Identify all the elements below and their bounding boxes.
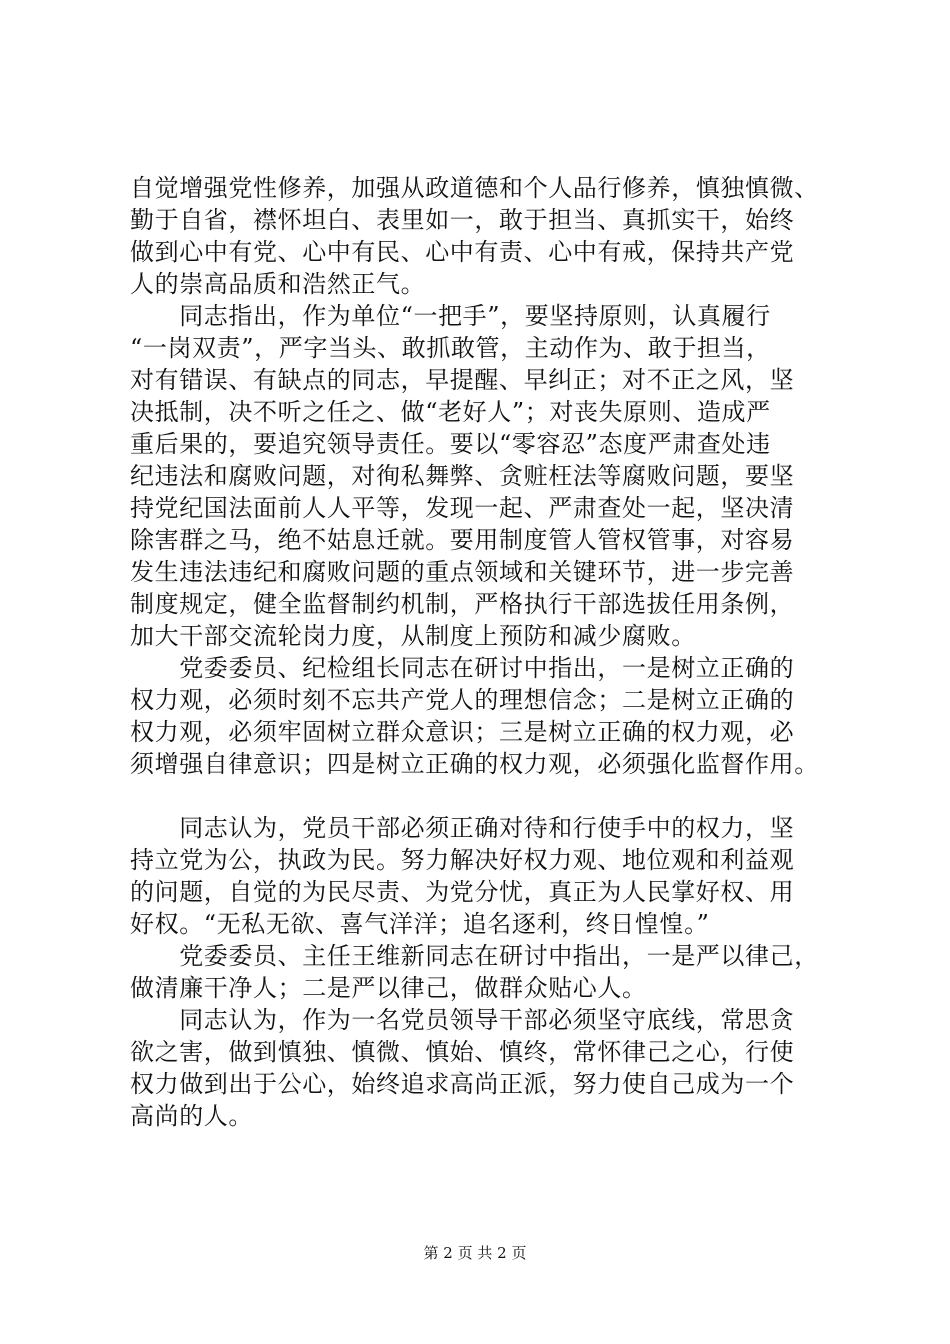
document-body bbox=[130, 172, 830, 1132]
text-line: 须增强自律意识；四是树立正确的权力观，必须强化监督作用。 bbox=[130, 750, 819, 778]
text-line: 人的崇高品质和浩然正气。 bbox=[130, 270, 426, 298]
text-line: 的问题，自觉的为民尽责、为党分忧，真正为人民掌好权、用 bbox=[130, 878, 795, 906]
text-line: 同志指出，作为单位“一把手”，要坚持原则，认真履行 bbox=[130, 302, 771, 330]
text-line: 制度规定，健全监督制约机制，严格执行干部选拔任用条例， bbox=[130, 590, 795, 618]
text-line: 对有错误、有缺点的同志，早提醒、早纠正；对不正之风，坚 bbox=[130, 366, 795, 394]
text-line: 党委委员、纪检组长同志在研讨中指出，一是树立正确的 bbox=[130, 654, 795, 682]
text-line: 权力做到出于公心，始终追求高尚正派，努力使自己成为一个 bbox=[130, 1070, 795, 1098]
text-line: 勤于自省，襟怀坦白、表里如一，敢于担当、真抓实干，始终 bbox=[130, 206, 795, 234]
text-line: 高尚的人。 bbox=[130, 1102, 253, 1130]
text-line: 做清廉干净人；二是严以律己，做群众贴心人。 bbox=[130, 974, 647, 1002]
text-line: 同志认为，党员干部必须正确对待和行使手中的权力，坚 bbox=[130, 814, 795, 842]
text-line: 决抵制，决不听之任之、做“老好人”；对丧失原则、造成严 bbox=[130, 398, 771, 426]
text-line: 好权。“无私无欲、喜气洋洋；追名逐利，终日惶惶。” bbox=[130, 910, 710, 938]
blank-line bbox=[130, 780, 830, 812]
text-line: 加大干部交流轮岗力度，从制度上预防和减少腐败。 bbox=[130, 622, 696, 650]
text-line: 持党纪国法面前人人平等，发现一起、严肃查处一起，坚决清 bbox=[130, 494, 795, 522]
text-line: 做到心中有党、心中有民、心中有责、心中有戒，保持共产党 bbox=[130, 238, 795, 266]
text-line: 党委委员、主任王维新同志在研讨中指出，一是严以律己， bbox=[130, 942, 819, 970]
text-line: 同志认为，作为一名党员领导干部必须坚守底线，常思贪 bbox=[130, 1006, 795, 1034]
text-line: 除害群之马，绝不姑息迁就。要用制度管人管权管事，对容易 bbox=[130, 526, 795, 554]
text-line: “一岗双责”，严字当头、敢抓敢管，主动作为、敢于担当， bbox=[130, 334, 771, 362]
text-line: 持立党为公，执政为民。努力解决好权力观、地位观和利益观 bbox=[130, 846, 795, 874]
text-line: 纪违法和腐败问题，对徇私舞弊、贪赃枉法等腐败问题，要坚 bbox=[130, 462, 795, 490]
text-line: 权力观，必须时刻不忘共产党人的理想信念；二是树立正确的 bbox=[130, 686, 795, 714]
text-line: 自觉增强党性修养，加强从政道德和个人品行修养，慎独慎微、 bbox=[130, 174, 819, 202]
text-line: 发生违法违纪和腐败问题的重点领域和关键环节，进一步完善 bbox=[130, 558, 795, 586]
text-line: 重后果的，要追究领导责任。要以“零容忍”态度严肃查处违 bbox=[130, 430, 771, 458]
page-footer: 第 2 页 共 2 页 bbox=[423, 1244, 527, 1262]
text-line: 欲之害，做到慎独、慎微、慎始、慎终，常怀律己之心，行使 bbox=[130, 1038, 795, 1066]
text-line: 权力观，必须牢固树立群众意识；三是树立正确的权力观，必 bbox=[130, 718, 795, 746]
